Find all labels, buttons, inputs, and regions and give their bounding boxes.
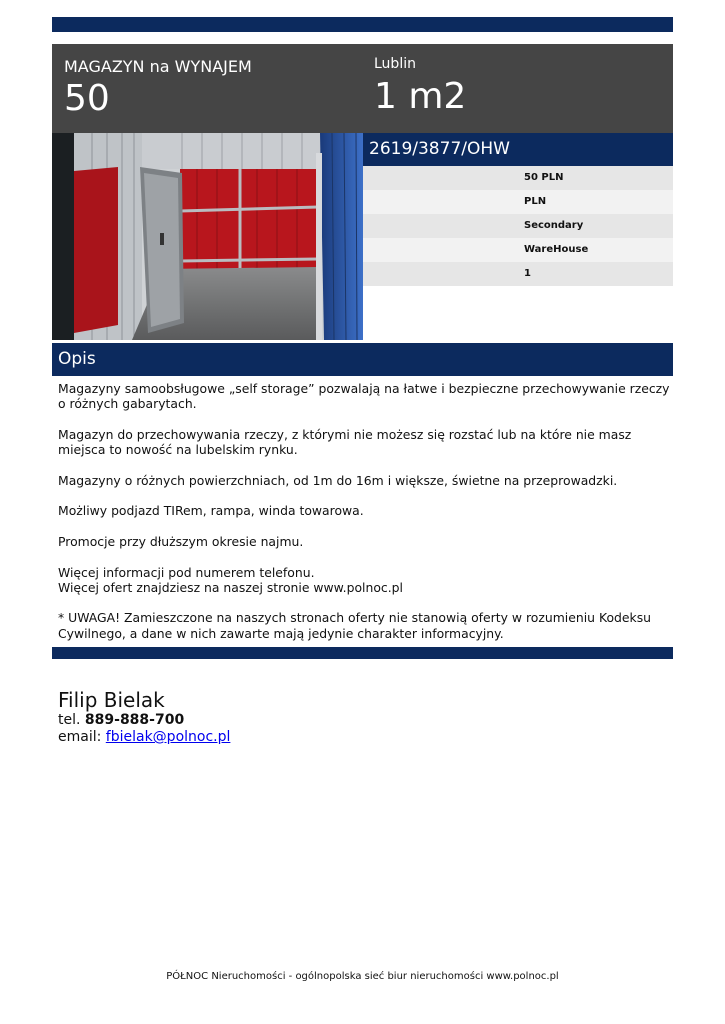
detail-row-market: Secondary bbox=[363, 214, 673, 238]
description-paragraph: Promocje przy dłuższym okresie najmu. bbox=[58, 533, 304, 549]
warehouse-photo-icon bbox=[52, 133, 363, 340]
top-accent-bar bbox=[52, 17, 673, 32]
description-heading: Opis bbox=[58, 349, 96, 369]
warehouse-photo bbox=[52, 133, 363, 340]
listing-area: 1 m2 bbox=[374, 76, 467, 117]
detail-row-price: 50 PLN bbox=[363, 166, 673, 190]
description-paragraph: Więcej ofert znajdziesz na naszej stronie www.polnoc.pl bbox=[58, 579, 403, 595]
agent-phone: 889-888-700 bbox=[84, 712, 185, 728]
agent-name: Filip Bielak bbox=[58, 688, 165, 712]
details-panel bbox=[363, 133, 673, 286]
description-disclaimer: * UWAGA! Zamieszczone na naszych stronach oferty nie stanowią oferty w rozumieniu Kodeksu Cywilnego, a dane w nich zawarte mają jedynie charakter informacyjny. bbox=[58, 610, 652, 641]
description-paragraph: Więcej informacji pod numerem telefonu. bbox=[58, 564, 315, 580]
listing-type: MAGAZYN na WYNAJEM bbox=[64, 57, 252, 76]
agent-phone-line bbox=[58, 712, 230, 729]
description-paragraph: Magazyn do przechowywania rzeczy, z którymi nie możesz się rozstać lub na które nie masz miejsca to nowość na lubelskim rynku. bbox=[58, 426, 632, 458]
agent-email-line bbox=[58, 729, 230, 746]
description-paragraph: Magazyny samoobsługowe „self storage” pozwalają na łatwe i bezpieczne przechowywanie rzeczy o różnych gabarytach. bbox=[58, 381, 670, 412]
agent-phone-label: tel. bbox=[58, 712, 81, 728]
description-paragraph: Możliwy podjazd TIRem, rampa, winda towarowa. bbox=[58, 503, 364, 519]
agent-email-link[interactable]: fbielak@polnoc.pl bbox=[105, 729, 231, 745]
listing-header bbox=[52, 44, 673, 133]
description-paragraph: Magazyny o różnych powierzchniach, od 1m do 16m i większe, świetne na przeprowadzki. bbox=[58, 472, 618, 488]
page-footer: PÓŁNOC Nieruchomości - ogólnopolska sieć biur nieruchomości www.polnoc.pl bbox=[166, 971, 559, 982]
description-heading-bar bbox=[52, 343, 673, 376]
description-body bbox=[58, 381, 670, 656]
agent-email-label: email: bbox=[58, 729, 102, 745]
detail-row-price-per-m2: PLN bbox=[363, 190, 673, 214]
reference-number: 2619/3877/OHW bbox=[363, 133, 673, 166]
listing-city: Lublin bbox=[374, 56, 416, 72]
listing-price: 50 bbox=[64, 78, 110, 119]
bottom-accent-bar bbox=[52, 647, 673, 659]
detail-row-type: WareHouse bbox=[363, 238, 673, 262]
detail-row-count: 1 bbox=[363, 262, 673, 286]
agent-contact bbox=[58, 688, 230, 746]
